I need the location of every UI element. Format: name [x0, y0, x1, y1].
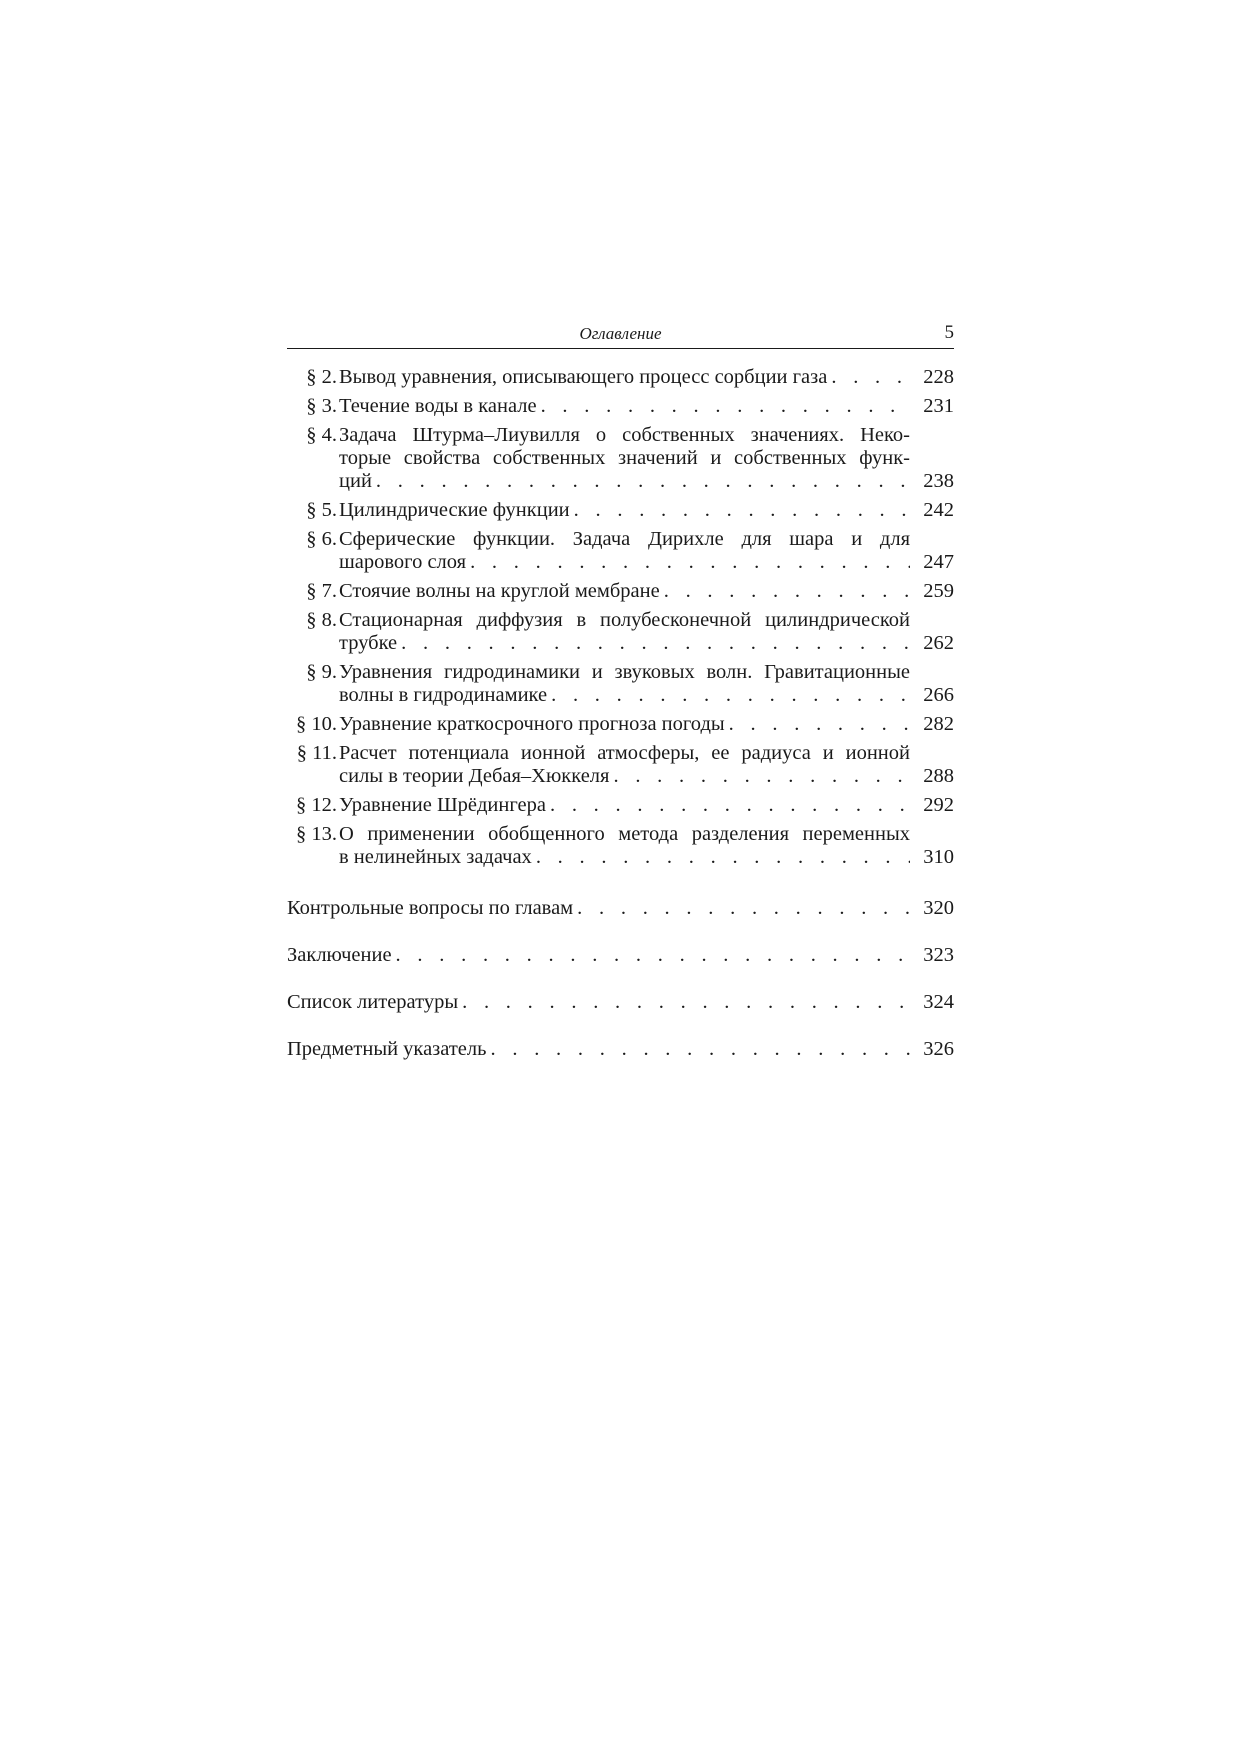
toc-entry[interactable]	[287, 661, 954, 707]
running-header-title: Оглавление	[579, 324, 662, 343]
page-ref: 262	[923, 632, 954, 654]
dot-leader	[831, 366, 910, 389]
chapter-title: Заключение	[287, 944, 392, 966]
toc-entry[interactable]	[287, 528, 954, 574]
page-ref: 231	[923, 395, 954, 417]
section-title: Цилиндрические функции	[339, 499, 570, 521]
dot-leader	[396, 944, 910, 967]
dot-leader	[491, 1038, 911, 1061]
page-ref: 324	[923, 991, 954, 1013]
page-ref: 282	[923, 713, 954, 735]
section-number: § 4.	[306, 424, 337, 446]
page-ref: 228	[923, 366, 954, 388]
chapter-title: Предметный указатель	[287, 1038, 487, 1060]
page-ref: 326	[923, 1038, 954, 1060]
section-title-line: шарового слоя	[339, 551, 467, 573]
toc-entry[interactable]	[287, 609, 954, 655]
toc-entry-chapter[interactable]	[287, 897, 954, 920]
section-number: § 11.	[296, 742, 337, 764]
dot-leader	[613, 765, 910, 788]
dot-leader	[551, 684, 910, 707]
section-title-line: Сферические функции. Задача Дирихле для шара и для	[339, 528, 910, 550]
page-ref: 292	[923, 794, 954, 816]
section-number: § 13.	[296, 823, 337, 845]
section-title-line: торые свойства собственных значений и собственных функ-	[339, 447, 910, 469]
section-number: § 5.	[306, 499, 337, 521]
section-title-line: волны в гидродинамике	[339, 684, 548, 706]
section-number: § 2.	[306, 366, 337, 388]
dot-leader	[470, 551, 910, 574]
section-title: Течение воды в канале	[339, 395, 537, 417]
page-ref: 242	[923, 499, 954, 521]
dot-leader	[664, 580, 910, 603]
toc-entry[interactable]	[287, 713, 954, 736]
toc-entry[interactable]	[287, 794, 954, 817]
toc-entry[interactable]	[287, 424, 954, 493]
running-header	[287, 322, 954, 349]
toc-entry[interactable]	[287, 395, 954, 418]
toc-entry[interactable]	[287, 366, 954, 389]
table-of-contents	[287, 366, 954, 1085]
section-title-line: Расчет потенциала ионной атмосферы, ее радиуса и ионной	[339, 742, 910, 764]
page-ref: 238	[923, 470, 954, 492]
dot-leader	[729, 713, 910, 736]
dot-leader	[577, 897, 910, 920]
section-title: Уравнение краткосрочного прогноза погоды	[339, 713, 725, 735]
toc-entry-chapter[interactable]	[287, 991, 954, 1014]
section-number: § 7.	[306, 580, 337, 602]
section-title-line: силы в теории Дебая–Хюккеля	[339, 765, 610, 787]
page-number: 5	[944, 322, 954, 343]
page-ref: 320	[923, 897, 954, 919]
section-title-line: ций	[339, 470, 372, 492]
section-title-line: О применении обобщенного метода разделения переменных	[339, 823, 910, 845]
section-title-line: Уравнения гидродинамики и звуковых волн. Гравитационные	[339, 661, 910, 683]
dot-leader	[550, 794, 910, 817]
section-number: § 8.	[306, 609, 337, 631]
section-title: Стоячие волны на круглой мембране	[339, 580, 660, 602]
dot-leader	[462, 991, 910, 1014]
section-number: § 3.	[306, 395, 337, 417]
chapter-title: Список литературы	[287, 991, 459, 1013]
dot-leader	[376, 470, 910, 493]
page-ref: 288	[923, 765, 954, 787]
toc-entry[interactable]	[287, 742, 954, 788]
section-title-line: Стационарная диффузия в полубесконечной цилиндрической	[339, 609, 910, 631]
section-number: § 9.	[306, 661, 337, 683]
page-ref: 259	[923, 580, 954, 602]
page-ref: 323	[923, 944, 954, 966]
section-title-line: Задача Штурма–Лиувилля о собственных значениях. Неко-	[339, 424, 910, 446]
page-ref: 266	[923, 684, 954, 706]
toc-entry-chapter[interactable]	[287, 944, 954, 967]
section-number: § 10.	[296, 713, 337, 735]
section-number: § 6.	[306, 528, 337, 550]
dot-leader	[401, 632, 910, 655]
section-title-line: трубке	[339, 632, 398, 654]
page-ref: 310	[923, 846, 954, 868]
toc-entry[interactable]	[287, 499, 954, 522]
spacer	[287, 875, 954, 897]
dot-leader	[574, 499, 910, 522]
section-title-line: в нелинейных задачах	[339, 846, 532, 868]
section-title: Вывод уравнения, описывающего процесс сорбции газа	[339, 366, 828, 388]
section-title: Уравнение Шрёдингера	[339, 794, 546, 816]
toc-entry-chapter[interactable]	[287, 1038, 954, 1061]
page-ref: 247	[923, 551, 954, 573]
dot-leader	[541, 395, 910, 418]
section-number: § 12.	[296, 794, 337, 816]
toc-entry[interactable]	[287, 580, 954, 603]
toc-entry[interactable]	[287, 823, 954, 869]
dot-leader	[536, 846, 910, 869]
chapter-title: Контрольные вопросы по главам	[287, 897, 574, 919]
